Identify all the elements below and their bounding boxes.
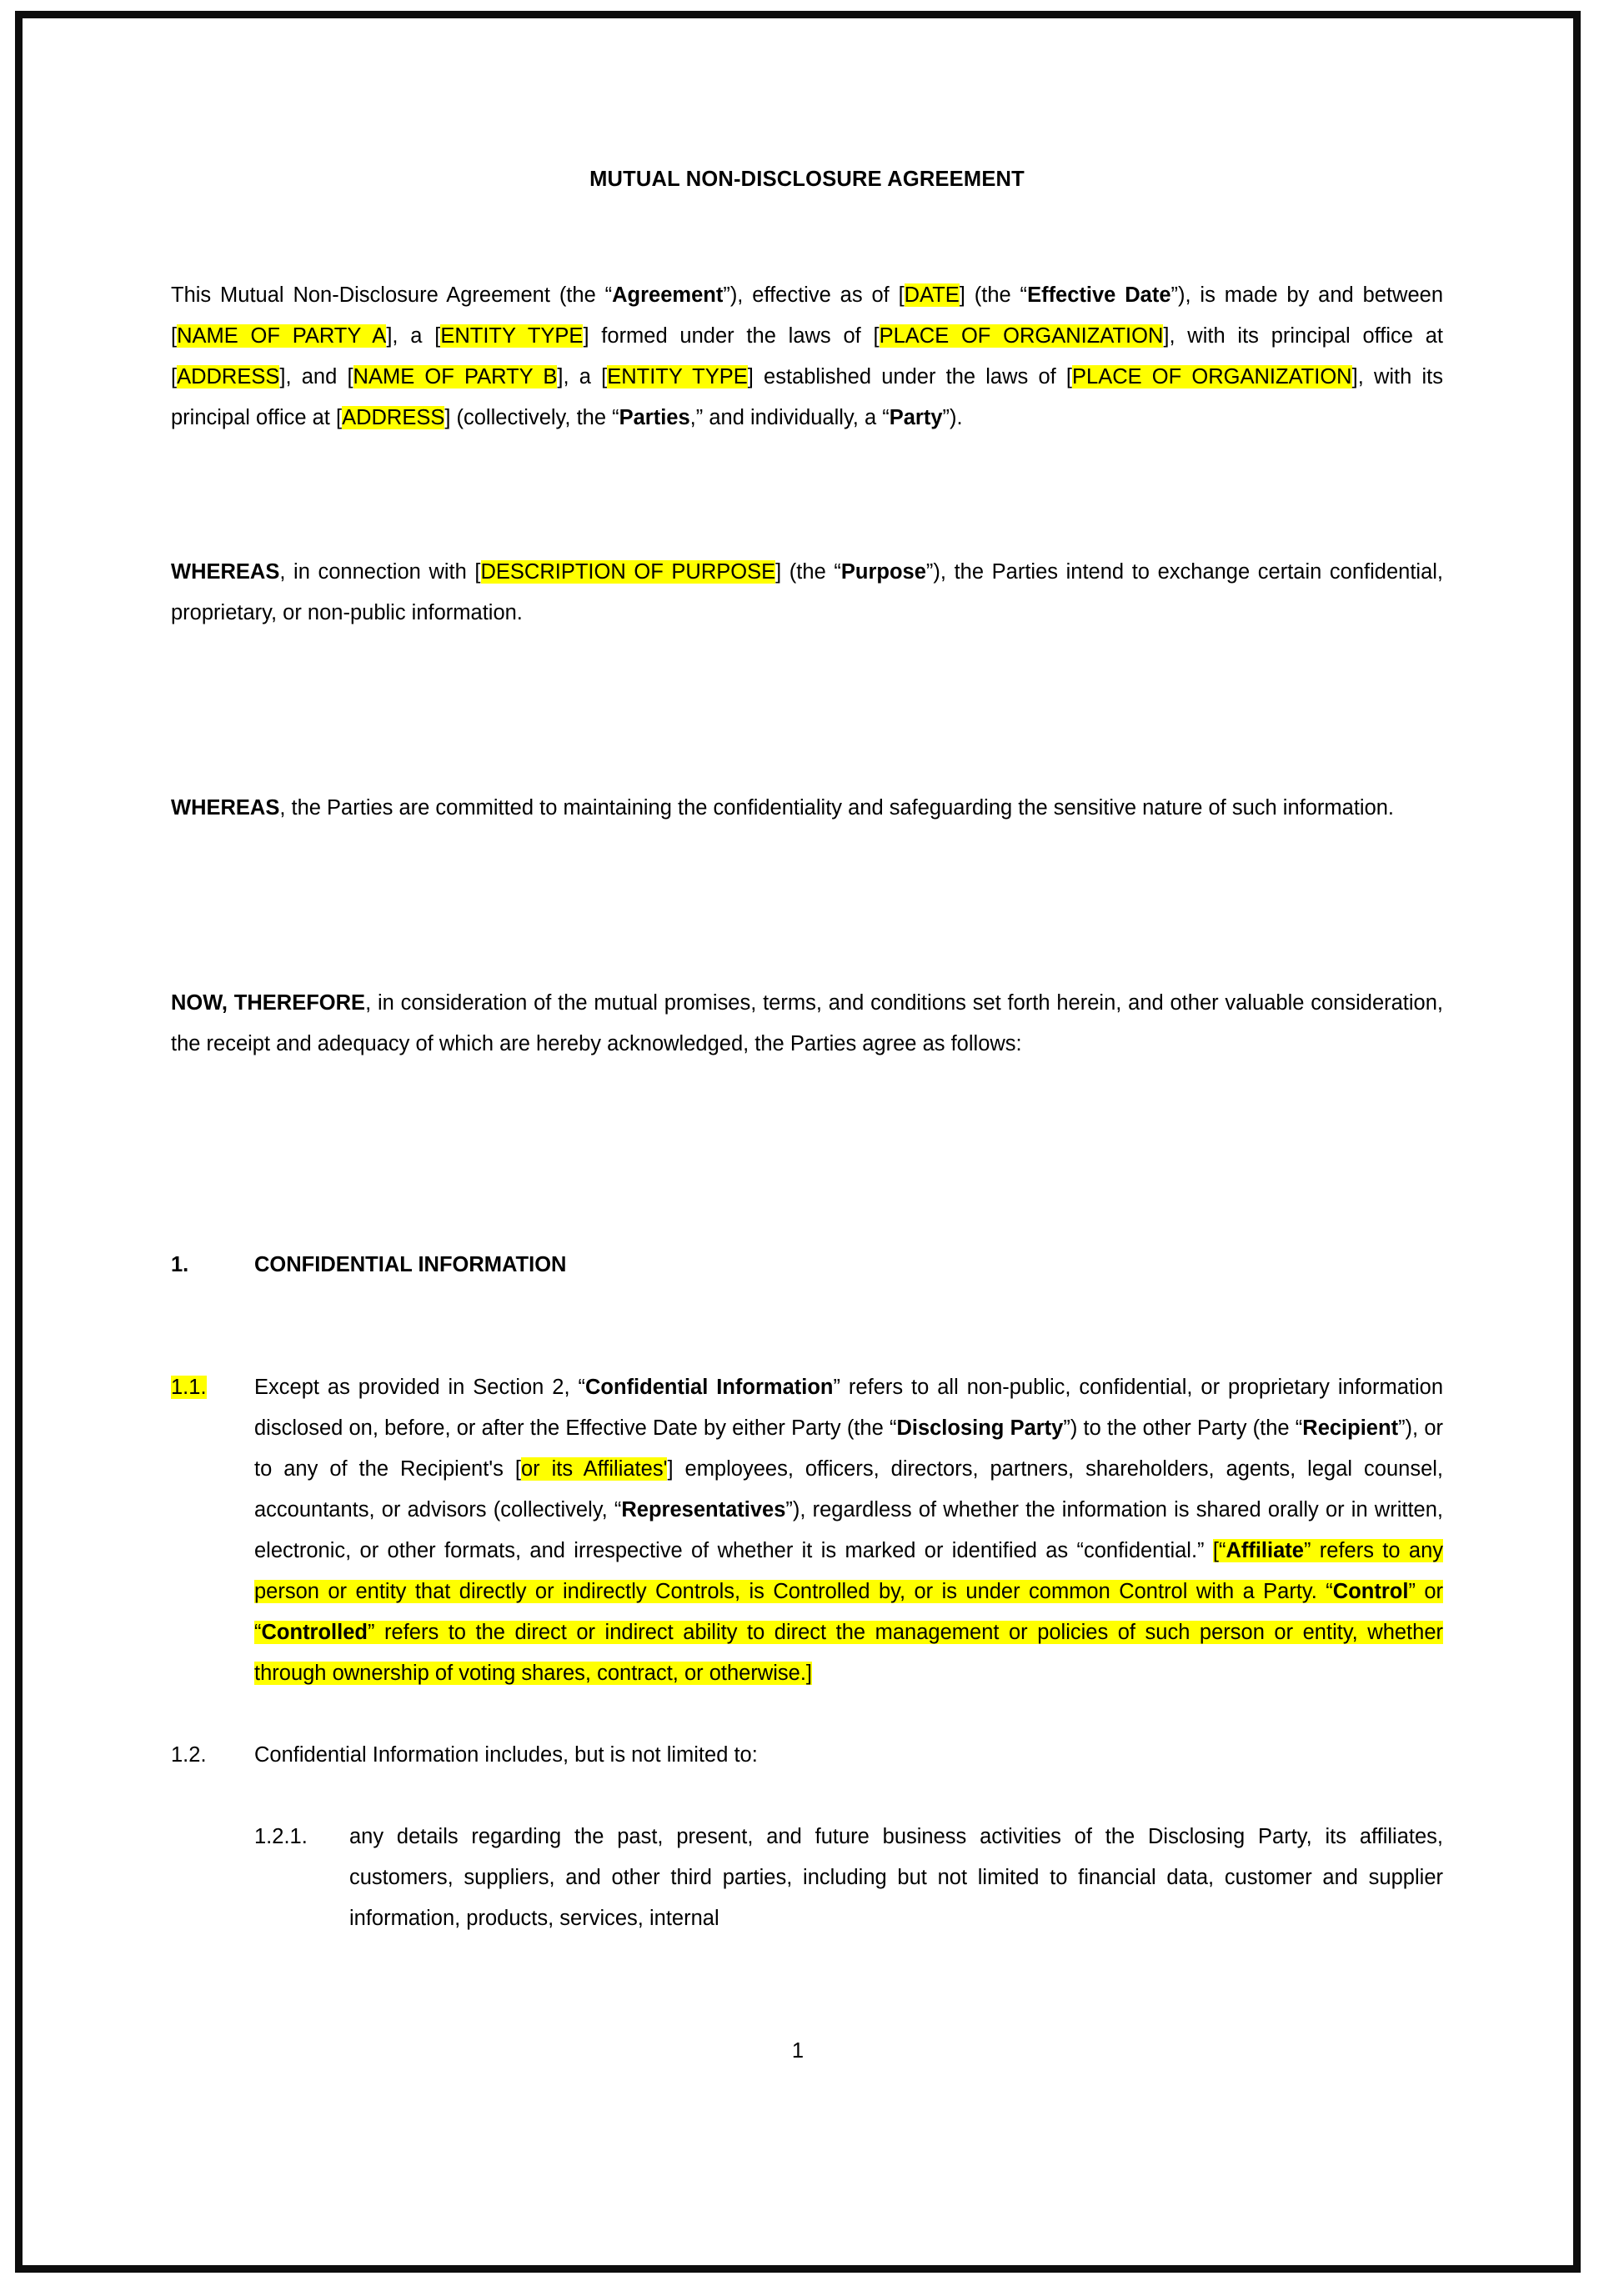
spacer bbox=[171, 1776, 1443, 1817]
term-controlled: Controlled bbox=[261, 1620, 368, 1644]
affiliate-def-text-2: ” or “ bbox=[254, 1579, 1444, 1644]
placeholder-date: DATE bbox=[904, 283, 960, 307]
term-effective-date: Effective Date bbox=[1027, 283, 1171, 307]
preamble-text-13: ,” and individually, a “ bbox=[689, 405, 890, 429]
term-representatives: Representatives bbox=[621, 1497, 786, 1521]
placeholder-name-of-party-a: NAME OF PARTY A bbox=[177, 323, 387, 348]
term-purpose: Purpose bbox=[840, 559, 926, 584]
section-1-heading bbox=[171, 1245, 1443, 1286]
placeholder-name-of-party-b: NAME OF PARTY B bbox=[353, 364, 558, 389]
clause-1-2 bbox=[171, 1735, 1443, 1776]
spacer bbox=[171, 747, 1443, 788]
preamble-text-11: ], with its principal office at [ bbox=[171, 364, 1443, 429]
c11-text-3: ”) to the other Party (the “ bbox=[1063, 1416, 1303, 1440]
clause-1-1-body bbox=[254, 1367, 1443, 1694]
clause-1-1-number bbox=[171, 1367, 254, 1694]
preamble-text-3: ] (the “ bbox=[959, 283, 1028, 307]
preamble-text-7: ], with its principal office at [ bbox=[171, 323, 1443, 389]
c11-text-5: ] employees, officers, directors, partners, shareholders, agents, legal counsel, accountants, or advisors (collectively, “ bbox=[254, 1456, 1444, 1521]
whereas-1-text-3: ”), the Parties intend to exchange certain confidential, proprietary, or non-public information. bbox=[171, 559, 1444, 624]
preamble-text-2: ”), effective as of [ bbox=[723, 283, 905, 307]
now-therefore-text: , in consideration of the mutual promises, terms, and conditions set forth herein, and other valuable consideration, the receipt and adequacy of which are hereby acknowledged, the Parties agree as follows: bbox=[171, 990, 1443, 1055]
clause-1-2-1-number: 1.2.1. bbox=[254, 1824, 308, 1848]
affiliate-def-open: [“ bbox=[1212, 1538, 1226, 1562]
placeholder-entity-type-b: ENTITY TYPE bbox=[607, 364, 748, 389]
affiliate-def-text-3: ” refers to the direct or indirect ability to direct the management or policies of such person or entity, whether through ownership of voting shares, contract, or otherwise.] bbox=[254, 1620, 1443, 1685]
whereas-clause-2 bbox=[171, 788, 1443, 829]
c11-text-1: Except as provided in Section 2, “ bbox=[254, 1375, 585, 1399]
term-confidential-information: Confidential Information bbox=[585, 1375, 834, 1399]
whereas-lead-2: WHEREAS bbox=[171, 795, 280, 820]
term-control: Control bbox=[1332, 1579, 1409, 1603]
term-parties: Parties bbox=[619, 405, 690, 429]
preamble-text-10: ] established under the laws of [ bbox=[747, 364, 1072, 389]
spacer bbox=[171, 1065, 1443, 1178]
placeholder-place-of-organization-a: PLACE OF ORGANIZATION bbox=[879, 323, 1164, 348]
page-title: MUTUAL NON-DISCLOSURE AGREEMENT bbox=[589, 168, 1025, 191]
clause-1-2-number: 1.2. bbox=[171, 1742, 207, 1767]
preamble-text-14: ”). bbox=[942, 405, 963, 429]
now-therefore-paragraph bbox=[171, 983, 1443, 1065]
placeholder-description-of-purpose: DESCRIPTION OF PURPOSE bbox=[480, 559, 776, 584]
spacer bbox=[171, 942, 1443, 983]
preamble-text-8: ], and [ bbox=[279, 364, 353, 389]
whereas-2-text: , the Parties are committed to maintaining the confidentiality and safeguarding the sensitive nature of such information. bbox=[279, 795, 1395, 820]
document-content bbox=[171, 167, 1443, 1939]
term-affiliate: Affiliate bbox=[1226, 1538, 1304, 1562]
term-recipient: Recipient bbox=[1302, 1416, 1399, 1440]
clause-1-2-body: Confidential Information includes, but is not limited to: bbox=[254, 1742, 758, 1767]
clause-1-2-1 bbox=[254, 1817, 1443, 1939]
placeholder-address-b: ADDRESS bbox=[342, 405, 445, 429]
clause-1-1 bbox=[171, 1367, 1443, 1694]
affiliate-def-text-1: ” refers to any person or entity that directly or indirectly Controls, is Controlled by, or is under common Control with a Party. “ bbox=[254, 1538, 1444, 1603]
whereas-clause-1 bbox=[171, 552, 1443, 634]
preamble-text-6: ] formed under the laws of [ bbox=[583, 323, 880, 348]
page-number: 1 bbox=[791, 2039, 805, 2063]
document-page bbox=[23, 18, 1573, 2265]
preamble-text-9: ], a [ bbox=[557, 364, 608, 389]
placeholder-or-its-affiliates: or its Affiliates' bbox=[520, 1456, 668, 1481]
spacer bbox=[171, 1178, 1443, 1245]
preamble-paragraph bbox=[171, 275, 1443, 439]
term-party: Party bbox=[889, 405, 943, 429]
placeholder-entity-type-a: ENTITY TYPE bbox=[440, 323, 584, 348]
c11-text-6: ”), regardless of whether the information is shared orally or in written, electronic, or other formats, and irrespective of whether it is marked or identified as “confidential.” bbox=[254, 1497, 1443, 1562]
preamble-text-12: ] (collectively, the “ bbox=[444, 405, 619, 429]
preamble-text-5: ], a [ bbox=[386, 323, 441, 348]
section-1-number: 1. bbox=[171, 1252, 189, 1276]
now-therefore-lead: NOW, THEREFORE bbox=[171, 990, 366, 1015]
whereas-lead-1: WHEREAS bbox=[171, 559, 280, 584]
placeholder-place-of-organization-b: PLACE OF ORGANIZATION bbox=[1072, 364, 1352, 389]
term-agreement: Agreement bbox=[612, 283, 724, 307]
whereas-1-text-2: ] (the “ bbox=[775, 559, 841, 584]
clause-1-1-number-label: 1.1. bbox=[171, 1375, 207, 1399]
page-frame bbox=[15, 11, 1581, 2273]
spacer bbox=[171, 439, 1443, 552]
spacer bbox=[171, 1286, 1443, 1367]
spacer bbox=[171, 829, 1443, 942]
c11-text-4: ”), or to any of the Recipient's [ bbox=[254, 1416, 1443, 1481]
section-1-title: CONFIDENTIAL INFORMATION bbox=[254, 1252, 567, 1276]
clause-1-2-1-body: any details regarding the past, present, and future business activities of the Disclosing Party, its affiliates, customers, suppliers, and other third parties, including but not limited to financial data, customer and supplier information, products, services, internal bbox=[349, 1824, 1443, 1930]
term-disclosing-party: Disclosing Party bbox=[896, 1416, 1064, 1440]
whereas-1-text-1: , in connection with [ bbox=[279, 559, 481, 584]
spacer bbox=[171, 634, 1443, 747]
c11-text-2: ” refers to all non-public, confidential, or proprietary information disclosed on, before, or after the Effective Date by either Party (the “ bbox=[254, 1375, 1443, 1440]
spacer bbox=[171, 1694, 1443, 1735]
spacer bbox=[171, 193, 1443, 275]
preamble-text-1: This Mutual Non-Disclosure Agreement (the “ bbox=[171, 283, 613, 307]
placeholder-address-a: ADDRESS bbox=[177, 364, 280, 389]
preamble-text-4: ”), is made by and between [ bbox=[171, 283, 1444, 348]
